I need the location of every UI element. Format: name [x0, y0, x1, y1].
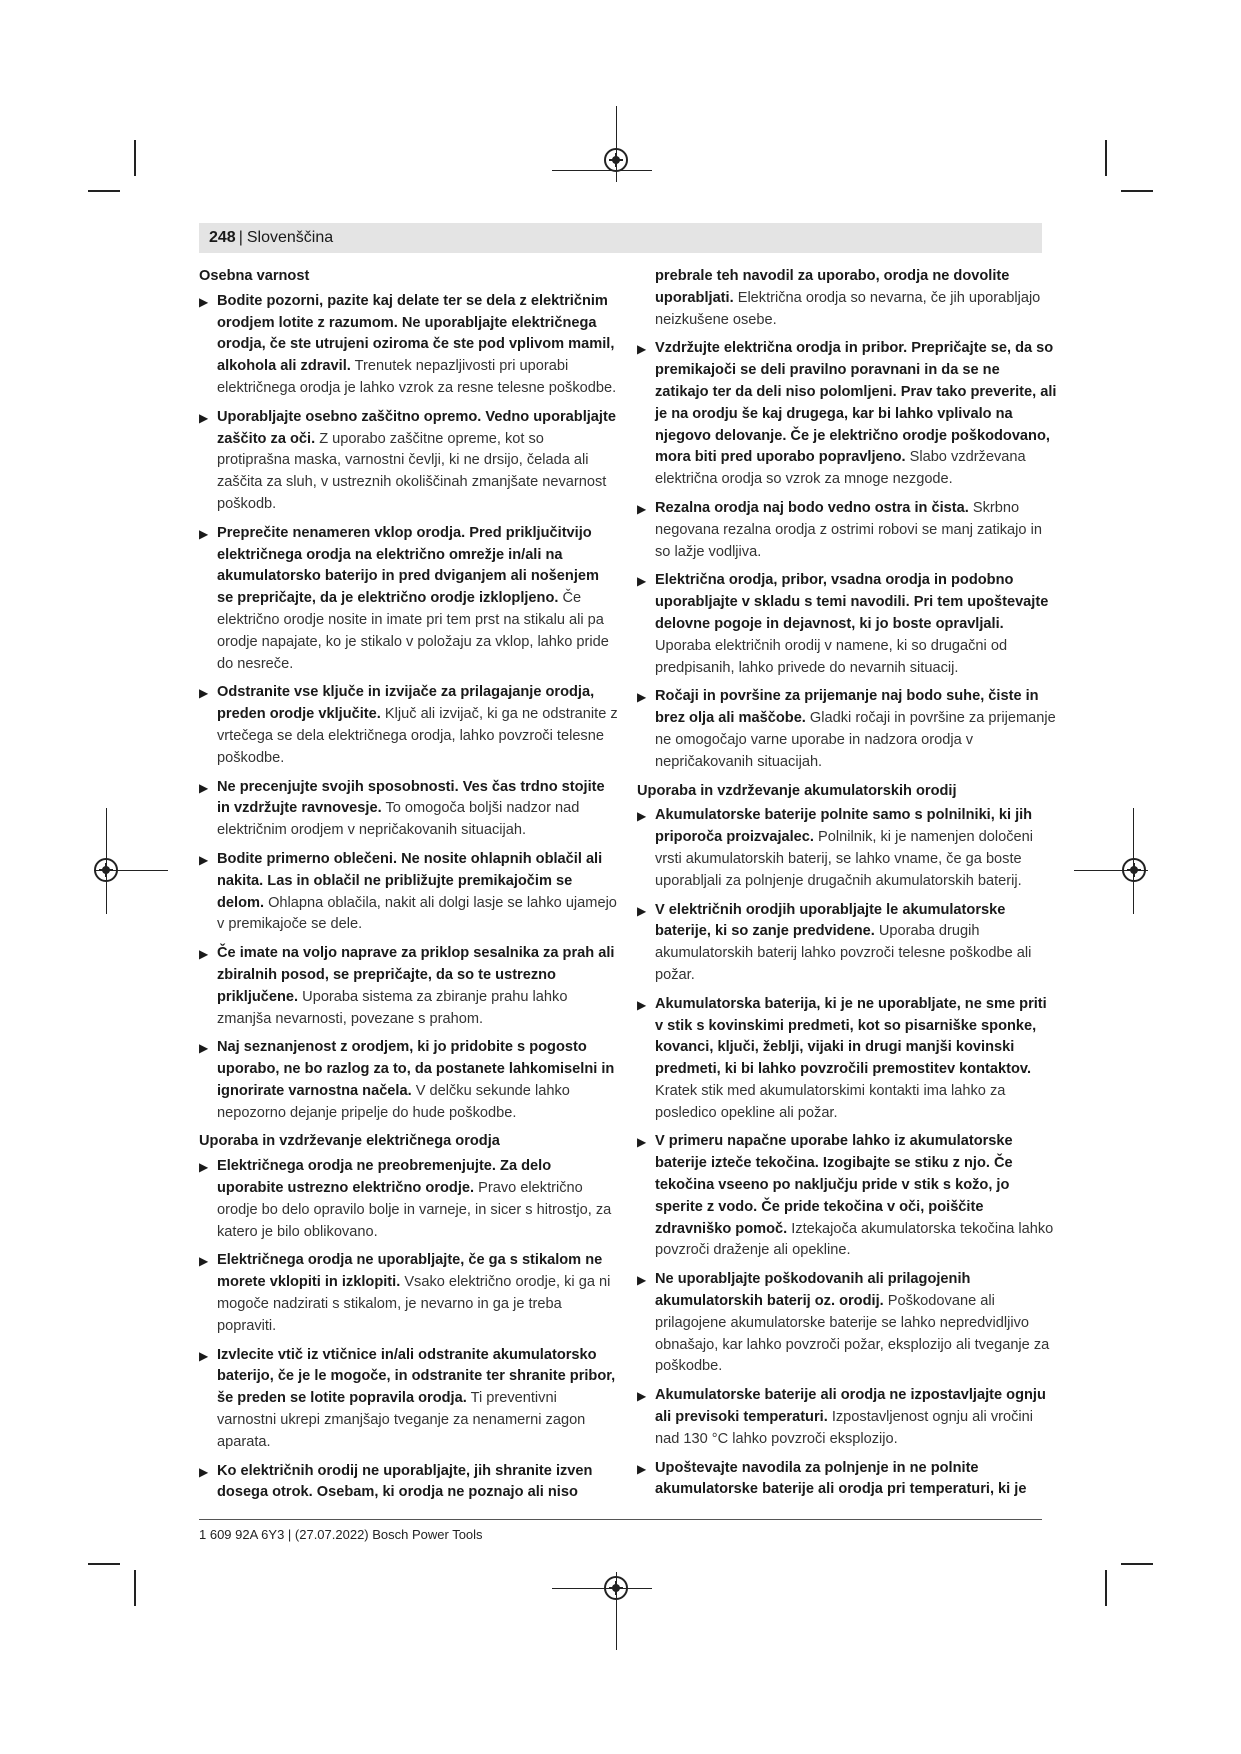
list-item [199, 1156, 619, 1243]
item-bold: Izvlecite vtič iz vtičnice in/ali odstranite akumulatorsko baterijo, če je le mogoče, in odstranite ter shranite pribor, še preden se lotite popravila orodja. [217, 1346, 616, 1407]
item-text: Če električno orodje nosite in imate pri tem prst na stikalu ali pa orodje napajate, ko je stikalo v položaju za vklop, lahko pride do nesreče. [217, 590, 609, 672]
item-text: Z uporabo zaščitne opreme, kot so protiprašna maska, varnostni čevlji, ki ne drsijo, čelada ali zaščita za sluh, v ustreznih okoliščinah zmanjšate nevarnost poškodb. [217, 430, 607, 512]
item-bold: Bodite primerno oblečeni. Ne nosite ohlapnih oblačil ali nakita. Las in oblačil ne približujte premikajočim se delom. [217, 850, 603, 911]
item-text: Ti preventivni varnostni ukrepi zmanjšajo tveganje za nenamerni zagon aparata. [217, 1390, 586, 1450]
list-item [199, 407, 619, 516]
bullet-arrow-icon: ▶ [199, 1041, 209, 1056]
item-bold: Uporabljajte osebno zaščitno opremo. Vedno uporabljajte zaščito za oči. [217, 408, 616, 447]
item-bold: Če imate na voljo naprave za priklop sesalnika za prah ali zbiralnih posod, se prepričajte, da so te ustrezno priključene. [217, 945, 615, 1005]
item-text: Trenutek nepazljivosti pri uporabi električnega orodja je lahko vzrok za resne telesne poškodbe. [217, 358, 617, 396]
registration-line [552, 1588, 652, 1589]
bullet-arrow-icon: ▶ [199, 526, 209, 541]
bullet-arrow-icon: ▶ [637, 1461, 647, 1476]
item-text: Polnilnik, ki je namenjen določeni vrsti akumulatorskih baterij, se lahko vname, če ga boste uporabljali za polnjenje drugačnih akumulatorskih baterij. [655, 829, 1034, 889]
crop-mark [1105, 1570, 1107, 1606]
registration-mark-icon [604, 148, 628, 172]
page-footer: 1 609 92A 6Y3 | (27.07.2022) Bosch Power Tools [199, 1527, 483, 1542]
item-text: Ohlapna oblačila, nakit ali dolgi lasje se lahko ujamejo v premikajoče se dele. [217, 894, 617, 933]
bullet-arrow-icon: ▶ [637, 574, 647, 589]
registration-mark-icon [1122, 858, 1146, 882]
list-item [637, 1131, 1057, 1262]
bullet-arrow-icon: ▶ [637, 903, 647, 918]
list-item [199, 682, 619, 769]
bullet-arrow-icon: ▶ [199, 1464, 209, 1479]
header-separator: | [238, 229, 243, 246]
section-title: Osebna varnost [199, 268, 310, 284]
list-item [637, 1458, 1057, 1502]
item-text: Vsako električno orodje, ki ga ni mogoče nadzirati s stikalom, je nevarno in ga je treba popraviti. [217, 1274, 611, 1334]
item-text: V delčku sekunde lahko nepozorno dejanje pripelje do hude poškodbe. [217, 1082, 570, 1121]
crop-mark [1105, 140, 1107, 176]
list-item [637, 570, 1057, 679]
item-bold: Akumulatorska baterija, ki je ne uporabljate, ne sme priti v stik s kovinskimi predmeti, kot so pisarniške sponke, kovanci, ključi, žeblji, vijaki in drugi manjši kovinski predmeti, ki bi lahko povzročili premostitev kontaktov. [655, 995, 1047, 1078]
item-bold: Ne uporabljajte poškodovanih ali prilagojenih akumulatorskih baterij oz. orodij. [655, 1271, 971, 1310]
bullet-arrow-icon: ▶ [637, 690, 647, 705]
bullet-arrow-icon: ▶ [637, 342, 647, 357]
list-item [199, 943, 619, 1030]
item-bold: Električnega orodja ne preobremenjujte. Za delo uporabite ustrezno električno orodje. [217, 1158, 552, 1197]
bullet-arrow-icon: ▶ [199, 780, 209, 795]
continued-item [655, 266, 1057, 331]
item-text: Gladki ročaji in površine za prijemanje ne omogočajo varne uporabe in nadzora orodja v nepričakovanih situacijah. [655, 710, 1056, 770]
item-bold: prebrale teh navodil za uporabo, orodja ne dovolite uporabljati. [655, 268, 1010, 306]
item-bold: Električna orodja, pribor, vsadna orodja in podobno uporabljajte v skladu s temi navodili. Pri tem upoštevajte delovne pogoje in dejavnost, ki jo boste opravljali. [655, 572, 1049, 632]
item-bold: Naj seznanjenost z orodjem, ki jo pridobite s pogosto uporabo, ne bo razlog za to, da postanete lahkomiselni in ignorirate varnostna načela. [217, 1039, 615, 1099]
bullet-arrow-icon: ▶ [199, 947, 209, 962]
header-language: Slovenščina [246, 229, 334, 246]
item-text: Kratek stik med akumulatorskimi kontakti ima lahko za posledico opekline ali požar. [655, 1082, 1006, 1121]
list-item [637, 900, 1057, 987]
item-bold: Preprečite nenameren vklop orodja. Pred priključitvijo električnega orodja na električno omrežje in/ali na akumulatorsko baterijo in pred dviganjem ali nošenjem se prepričajte, da je električno orodje izklopljeno. [217, 524, 599, 607]
item-text: Poškodovane ali prilagojene akumulatorske baterije se lahko nepredvidljivo obnašajo, kar lahko povzroči požar, eksplozijo ali tveganje za poškodbe. [655, 1293, 1050, 1375]
list-item [199, 523, 619, 676]
bullet-arrow-icon: ▶ [637, 1389, 647, 1404]
item-bold: Električnega orodja ne uporabljajte, če ga s stikalom ne morete vklopiti in izklopiti. [217, 1252, 603, 1291]
item-text: Slabo vzdrževana električna orodja so vzrok za mnoge nezgode. [655, 449, 1026, 488]
crop-mark [1121, 190, 1153, 192]
list-item [199, 1461, 619, 1505]
footer-rule [199, 1519, 1042, 1520]
item-text: Ključ ali izvijač, ki ga ne odstranite z vrtečega se dela električnega orodja, lahko povzroči telesne poškodbe. [217, 706, 618, 766]
crop-mark [134, 1570, 136, 1606]
bullet-arrow-icon: ▶ [199, 852, 209, 867]
item-text: Skrbno negovana rezalna orodja z ostrimi robovi se manj zatikajo in so lažje vodljiva. [655, 499, 1042, 560]
item-bold: Akumulatorske baterije ali orodja ne izpostavljajte ognju ali previsoki temperaturi. [655, 1387, 1046, 1426]
list-item [637, 994, 1057, 1125]
list-item [199, 777, 619, 842]
list-item [199, 291, 619, 400]
item-text: Uporaba drugih akumulatorskih baterij lahko povzroči telesne poškodbe ali požar. [655, 923, 1032, 983]
bullet-arrow-icon: ▶ [199, 294, 209, 309]
item-bold: Odstranite vse ključe in izvijače za prilagajanje orodja, preden orodje vključite. [217, 684, 595, 723]
registration-mark-icon [94, 858, 118, 882]
item-bold: Akumulatorske baterije polnite samo s polnilniki, ki jih priporoča proizvajalec. [655, 807, 1033, 846]
bullet-arrow-icon: ▶ [199, 410, 209, 425]
page-number: 248 [209, 229, 236, 246]
bullet-arrow-icon: ▶ [637, 1135, 647, 1150]
bullet-arrow-icon: ▶ [637, 809, 647, 824]
bullet-arrow-icon: ▶ [637, 1273, 647, 1288]
list-item [637, 1385, 1057, 1450]
list-item [637, 1269, 1057, 1378]
item-bold: V primeru napačne uporabe lahko iz akumulatorske baterije izteče tekočina. Izogibajte se stiku z njo. Če tekočina vseeno po naključju pride v stik s kožo, jo sperite z vodo. Če pride tekočina v oči, poiščite zdravniško pomoč. [655, 1133, 1013, 1237]
item-text: Iztekajoča akumulatorska tekočina lahko povzroči draženje ali opekline. [655, 1220, 1054, 1259]
item-bold: Vzdržujte električna orodja in pribor. Prepričajte se, da so premikajoči se deli pravilno poravnani in da se ne zatikajo ter da deli niso polomljeni. Prav tako preverite, ali je na orodju še kaj drugega, kar bi lahko vplivalo na njegovo delovanje. Če je električno orodje poškodovano, mora biti pred uporabo popravljeno. [655, 340, 1057, 466]
bullet-arrow-icon: ▶ [637, 501, 647, 516]
registration-mark-icon [604, 1576, 628, 1600]
item-bold: Bodite pozorni, pazite kaj delate ter se dela z električnim orodjem lotite z razumom. Ne uporabljajte električnega orodja, če ste utrujeni oziroma če ste pod vplivom mamil, alkohola ali zdravil. [217, 292, 615, 375]
bullet-arrow-icon: ▶ [199, 1348, 209, 1363]
list-item [637, 805, 1057, 892]
list-item [199, 1037, 619, 1124]
list-item [637, 498, 1057, 563]
list-item [199, 849, 619, 936]
item-bold: Ko električnih orodij ne uporabljajte, jih shranite izven dosega otrok. Osebam, ki orodja ne poznajo ali niso [217, 1462, 593, 1501]
section-title: Uporaba in vzdrževanje električnega orodja [199, 1133, 500, 1150]
item-bold: Upoštevajte navodila za polnjenje in ne polnite akumulatorske baterije ali orodja pri temperaturi, ki je [655, 1459, 1027, 1498]
item-bold: V električnih orodjih uporabljajte le akumulatorske baterije, ki so zanje predvidene. [655, 901, 1006, 940]
crop-mark [134, 140, 136, 176]
item-text: Uporaba električnih orodij v namene, ki so drugačni od predpisanih, lahko privede do nevarnih situacij. [655, 637, 1008, 676]
section-title: Uporaba in vzdrževanje akumulatorskih orodij [637, 782, 957, 799]
item-bold: Ne precenjujte svojih sposobnosti. Ves čas trdno stojite in vzdržujte ravnovesje. [217, 778, 605, 817]
page-header [199, 223, 1042, 253]
item-text: Uporaba sistema za zbiranje prahu lahko zmanjša nevarnosti, povezane s prahom. [217, 988, 568, 1027]
bullet-arrow-icon: ▶ [199, 1254, 209, 1269]
list-item [199, 1250, 619, 1337]
item-bold: Ročaji in površine za prijemanje naj bodo suhe, čiste in brez olja ali maščobe. [655, 688, 1039, 727]
item-text: To omogoča boljši nadzor nad električnim orodjem v nepričakovanih situacijah. [217, 800, 580, 839]
crop-mark [88, 1563, 120, 1565]
bullet-arrow-icon: ▶ [199, 1160, 209, 1175]
crop-mark [88, 190, 120, 192]
left-column [199, 266, 619, 1511]
registration-line [552, 170, 652, 171]
list-item [199, 1345, 619, 1454]
crop-mark [1121, 1563, 1153, 1565]
item-bold: Rezalna orodja naj bodo vedno ostra in čista. [655, 499, 969, 516]
bullet-arrow-icon: ▶ [199, 686, 209, 701]
list-item [637, 686, 1057, 773]
item-text: Pravo električno orodje bo delo opravilo bolje in varneje, in sicer s hitrostjo, za katero je bilo oblikovano. [217, 1180, 612, 1240]
right-column [637, 266, 1057, 1508]
list-item [637, 338, 1057, 491]
bullet-arrow-icon: ▶ [637, 997, 647, 1012]
item-text: Izpostavljenost ognju ali vročini nad 130 °C lahko povzroči eksplozijo. [655, 1409, 1033, 1447]
item-text: Električna orodja so nevarna, če jih uporabljajo neizkušene osebe. [655, 289, 1041, 328]
